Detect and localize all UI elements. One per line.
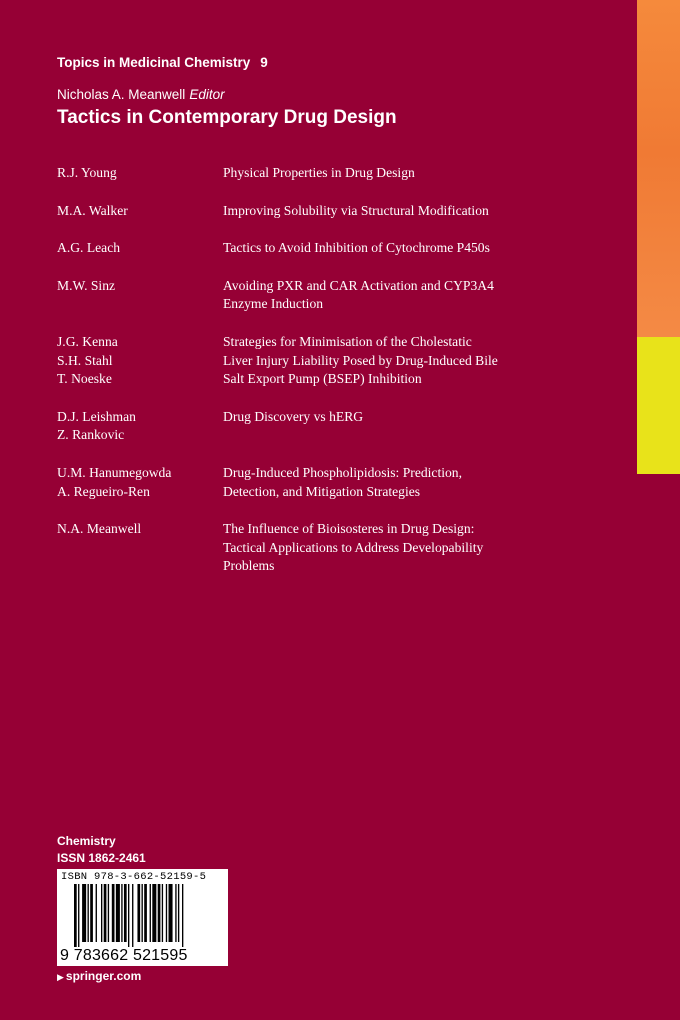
entry-title: [223, 239, 490, 258]
title-line: Liver Injury Liability Posed by Drug-Induced Bile: [223, 352, 498, 368]
contents-entry: [57, 164, 527, 183]
author-name: M.W. Sinz: [57, 277, 116, 293]
barcode-bar: [128, 884, 129, 947]
entry-authors: [57, 464, 223, 501]
barcode-bar: [144, 884, 147, 942]
barcode-bar: [108, 884, 109, 942]
entry-title: [223, 277, 494, 314]
title-line: Avoiding PXR and CAR Activation and CYP3A4: [223, 277, 494, 293]
author-name: M.A. Walker: [57, 202, 128, 218]
isbn-text: ISBN 978-3-662-52159-5: [61, 871, 207, 883]
barcode-bar: [132, 884, 133, 947]
barcode-bar: [104, 884, 107, 942]
contents-entry: [57, 520, 527, 576]
entry-authors: [57, 408, 223, 445]
contents-entry: [57, 277, 527, 314]
contents-entry: [57, 333, 527, 389]
entry-title: [223, 333, 498, 389]
title-line: Tactics to Avoid Inhibition of Cytochrome P450s: [223, 240, 490, 256]
barcode-bar: [142, 884, 143, 942]
series-line: [57, 55, 268, 70]
barcode-bar: [82, 884, 86, 942]
title-line: Drug Discovery vs hERG: [223, 408, 364, 424]
title-line: Physical Properties in Drug Design: [223, 165, 415, 180]
entry-authors: [57, 520, 223, 576]
barcode-bar: [78, 884, 79, 947]
barcode-bar: [182, 884, 183, 947]
title-line: Detection, and Mitigation Strategies: [223, 483, 421, 499]
color-stripe-orange: [637, 0, 680, 337]
barcode-bar: [90, 884, 93, 942]
arrow-right-icon: ▶: [57, 972, 64, 982]
author-name: J.G. Kenna: [57, 333, 118, 349]
barcode-bar: [152, 884, 156, 942]
author-name: A.G. Leach: [57, 240, 121, 256]
title-line: Salt Export Pump (BSEP) Inhibition: [223, 371, 422, 387]
contents-entry: [57, 202, 527, 221]
author-name: U.M. Hanumegowda: [57, 464, 172, 480]
publisher-website[interactable]: [57, 969, 141, 983]
barcode-bar: [169, 884, 173, 942]
author-name: T. Noeske: [57, 371, 112, 387]
author-name: N.A. Meanwell: [57, 521, 142, 537]
barcode-bar: [162, 884, 163, 942]
title-line: The Influence of Bioisosteres in Drug Design:: [223, 521, 475, 537]
entry-authors: [57, 164, 223, 183]
issn-label: ISSN 1862-2461: [57, 851, 146, 865]
author-name: A. Regueiro-Ren: [57, 483, 150, 499]
author-name: R.J. Young: [57, 165, 117, 180]
contents-entry: [57, 408, 527, 445]
title-line: Tactical Applications to Address Developability: [223, 539, 484, 555]
barcode: [57, 869, 228, 966]
barcode-bar: [158, 884, 161, 942]
author-name: S.H. Stahl: [57, 352, 113, 368]
website-text: springer.com: [65, 969, 142, 983]
barcode-bar: [88, 884, 89, 942]
barcode-bar: [178, 884, 179, 942]
editor-name: Nicholas A. Meanwell: [57, 87, 186, 102]
contents-entry: [57, 464, 527, 501]
barcode-bar: [112, 884, 115, 942]
color-stripe-yellow: [637, 337, 680, 474]
author-name: D.J. Leishman: [57, 408, 136, 424]
entry-authors: [57, 333, 223, 389]
barcode-bar: [175, 884, 176, 942]
barcode-bar: [121, 884, 122, 942]
contents-list: [57, 164, 527, 595]
title-line: Enzyme Induction: [223, 296, 324, 312]
entry-title: [223, 520, 483, 576]
barcode-bars: [73, 884, 223, 947]
title-line: Strategies for Minimisation of the Cholestatic: [223, 333, 472, 349]
title-line: Problems: [223, 558, 275, 574]
editor-role: Editor: [189, 87, 225, 102]
entry-authors: [57, 277, 223, 314]
subject-label: Chemistry: [57, 834, 116, 848]
book-title: Tactics in Contemporary Drug Design: [57, 107, 397, 128]
contents-entry: [57, 239, 527, 258]
ean-text: 9 783662 521595: [60, 947, 188, 964]
barcode-bar: [150, 884, 151, 942]
title-line: Improving Solubility via Structural Modification: [223, 202, 489, 218]
entry-title: [223, 164, 415, 183]
title-line: Drug-Induced Phospholipidosis: Prediction,: [223, 464, 463, 480]
barcode-bar: [101, 884, 102, 942]
author-name: Z. Rankovic: [57, 427, 125, 443]
series-volume: 9: [260, 55, 268, 70]
series-name: Topics in Medicinal Chemistry: [57, 55, 251, 70]
barcode-bar: [74, 884, 77, 947]
entry-authors: [57, 239, 223, 258]
barcode-bar: [96, 884, 97, 942]
barcode-bar: [137, 884, 140, 942]
entry-title: [223, 408, 363, 445]
entry-title: [223, 464, 462, 501]
entry-authors: [57, 202, 223, 221]
barcode-bar: [116, 884, 120, 942]
barcode-bar: [166, 884, 167, 942]
barcode-bar: [124, 884, 127, 942]
entry-title: [223, 202, 489, 221]
editor-line: [57, 87, 225, 102]
